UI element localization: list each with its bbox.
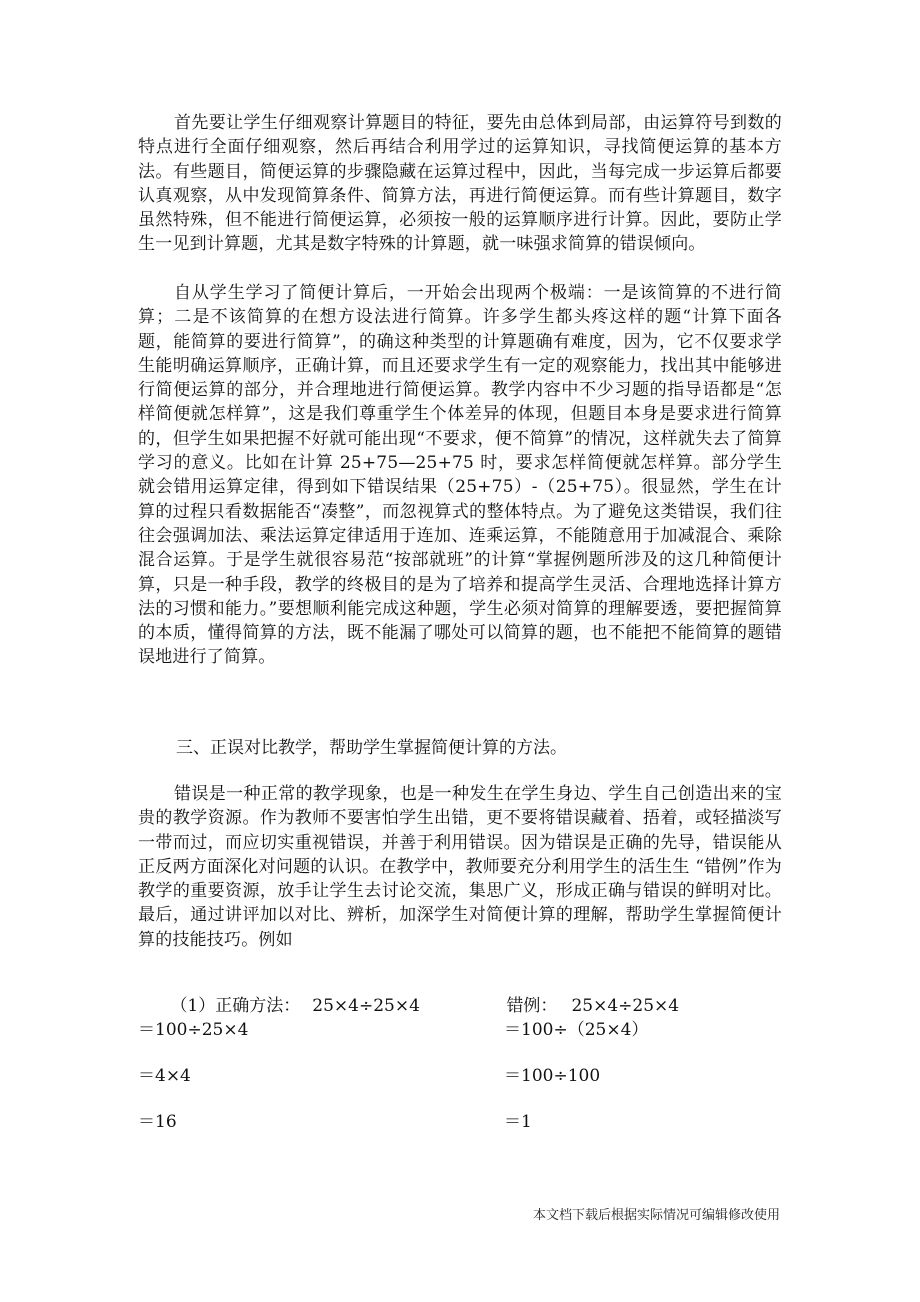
wrong-example-expression: 25×4÷25×4 [571, 996, 680, 1016]
paragraph-errors-as-resource: 错误是一种正常的教学现象，也是一种发生在学生身边、学生自己创造出来的宝贵的教学资源。作为教师不要害怕学生出错，更不要将错误藏着、捂着，或轻描淡写一带而过，而应切实重视错误，并善于利用错误。因为错误是正确的先导，错误能从正反两方面深化对问题的认识。在教学中，教师要充分利用学生的活生生 “错例”作为教学的重要资源，放手让学生去讨论交流，集思广义，形成正确与错误的鲜明对比。最后，通过讲评加以对比、辨析，加深学生对简便计算的理解，帮助学生掌握简便计算的技能技巧。例如 [138, 784, 782, 950]
wrong-step: ＝100÷100 [504, 1066, 601, 1086]
correct-method-expression: 25×4÷25×4 [312, 996, 420, 1016]
wrong-step: ＝100÷（25×4） [504, 1020, 649, 1040]
correct-step: ＝100÷25×4 [138, 1020, 249, 1040]
paragraph-observe-features: 首先要让学生仔细观察计算题目的特征，要先由总体到局部，由运算符号到数的特点进行全面仔细观察，然后再结合利用学过的运算知识，寻找简便运算的基本方法。有些题目，简便运算的步骤隐藏在运算过程中，因此，当每完成一步运算后都要认真观察，从中发现简算条件、简算方法，再进行简便运算。而有些计算题目，数字虽然特殊，但不能进行简便运算，必须按一般的运算顺序进行计算。因此，要防止学生一见到计算题，尤其是数字特殊的计算题，就一味强求简算的错误倾向。 [138, 113, 782, 255]
footer-note: 本文档下载后根据实际情况可编辑修改使用 [532, 1208, 780, 1223]
correct-method-label: （1）正确方法： [170, 996, 301, 1016]
section-heading: 三、正误对比教学，帮助学生掌握简便计算的方法。 [176, 738, 567, 758]
wrong-step: ＝1 [504, 1112, 532, 1132]
correct-step: ＝4×4 [138, 1066, 191, 1086]
correct-step: ＝16 [138, 1112, 177, 1132]
paragraph-two-extremes: 自从学生学习了简便计算后，一开始会出现两个极端：一是该简算的不进行简算；二是不该简算的在想方设法进行简算。许多学生都头疼这样的题“计算下面各题，能简算的要进行简算”，的确这种类型的计算题确有难度，因为，它不仅要求学生能明确运算顺序，正确计算，而且还要求学生有一定的观察能力，找出其中能够进行简便运算的部分，并合理地进行简便运算。教学内容中不少习题的指导语都是“怎样简便就怎样算”，这是我们尊重学生个体差异的体现，但题目本身是要求进行简算的，但学生如果把握不好就可能出现“不要求，便不简算”的情况，这样就失去了简算学习的意义。比如在计算 25+75—25+75 时，要求怎样简便就怎样算。部分学生就会错用运算定律，得到如下错误结果（25+75）-（25+75）。很显然，学生在计算的过程只看数据能否“凑整”，而忽视算式的整体特点。为了避免这类错误，我们往往会强调加法、乘法运算定律适用于连加、连乘运算，不能随意用于加减混合、乘除混合运算。于是学生就很容易范“按部就班”的计算“掌握例题所涉及的这几种简便计算，只是一种手段，教学的终极目的是为了培养和提高学生灵活、合理地选择计算方法的习惯和能力。”要想顺利能完成这种题，学生必须对简算的理解要透，要把握简算的本质，懂得简算的方法，既不能漏了哪处可以简算的题，也不能把不能简算的题错误地进行了简算。 [138, 283, 782, 668]
wrong-example-label: 错例： [506, 996, 558, 1016]
